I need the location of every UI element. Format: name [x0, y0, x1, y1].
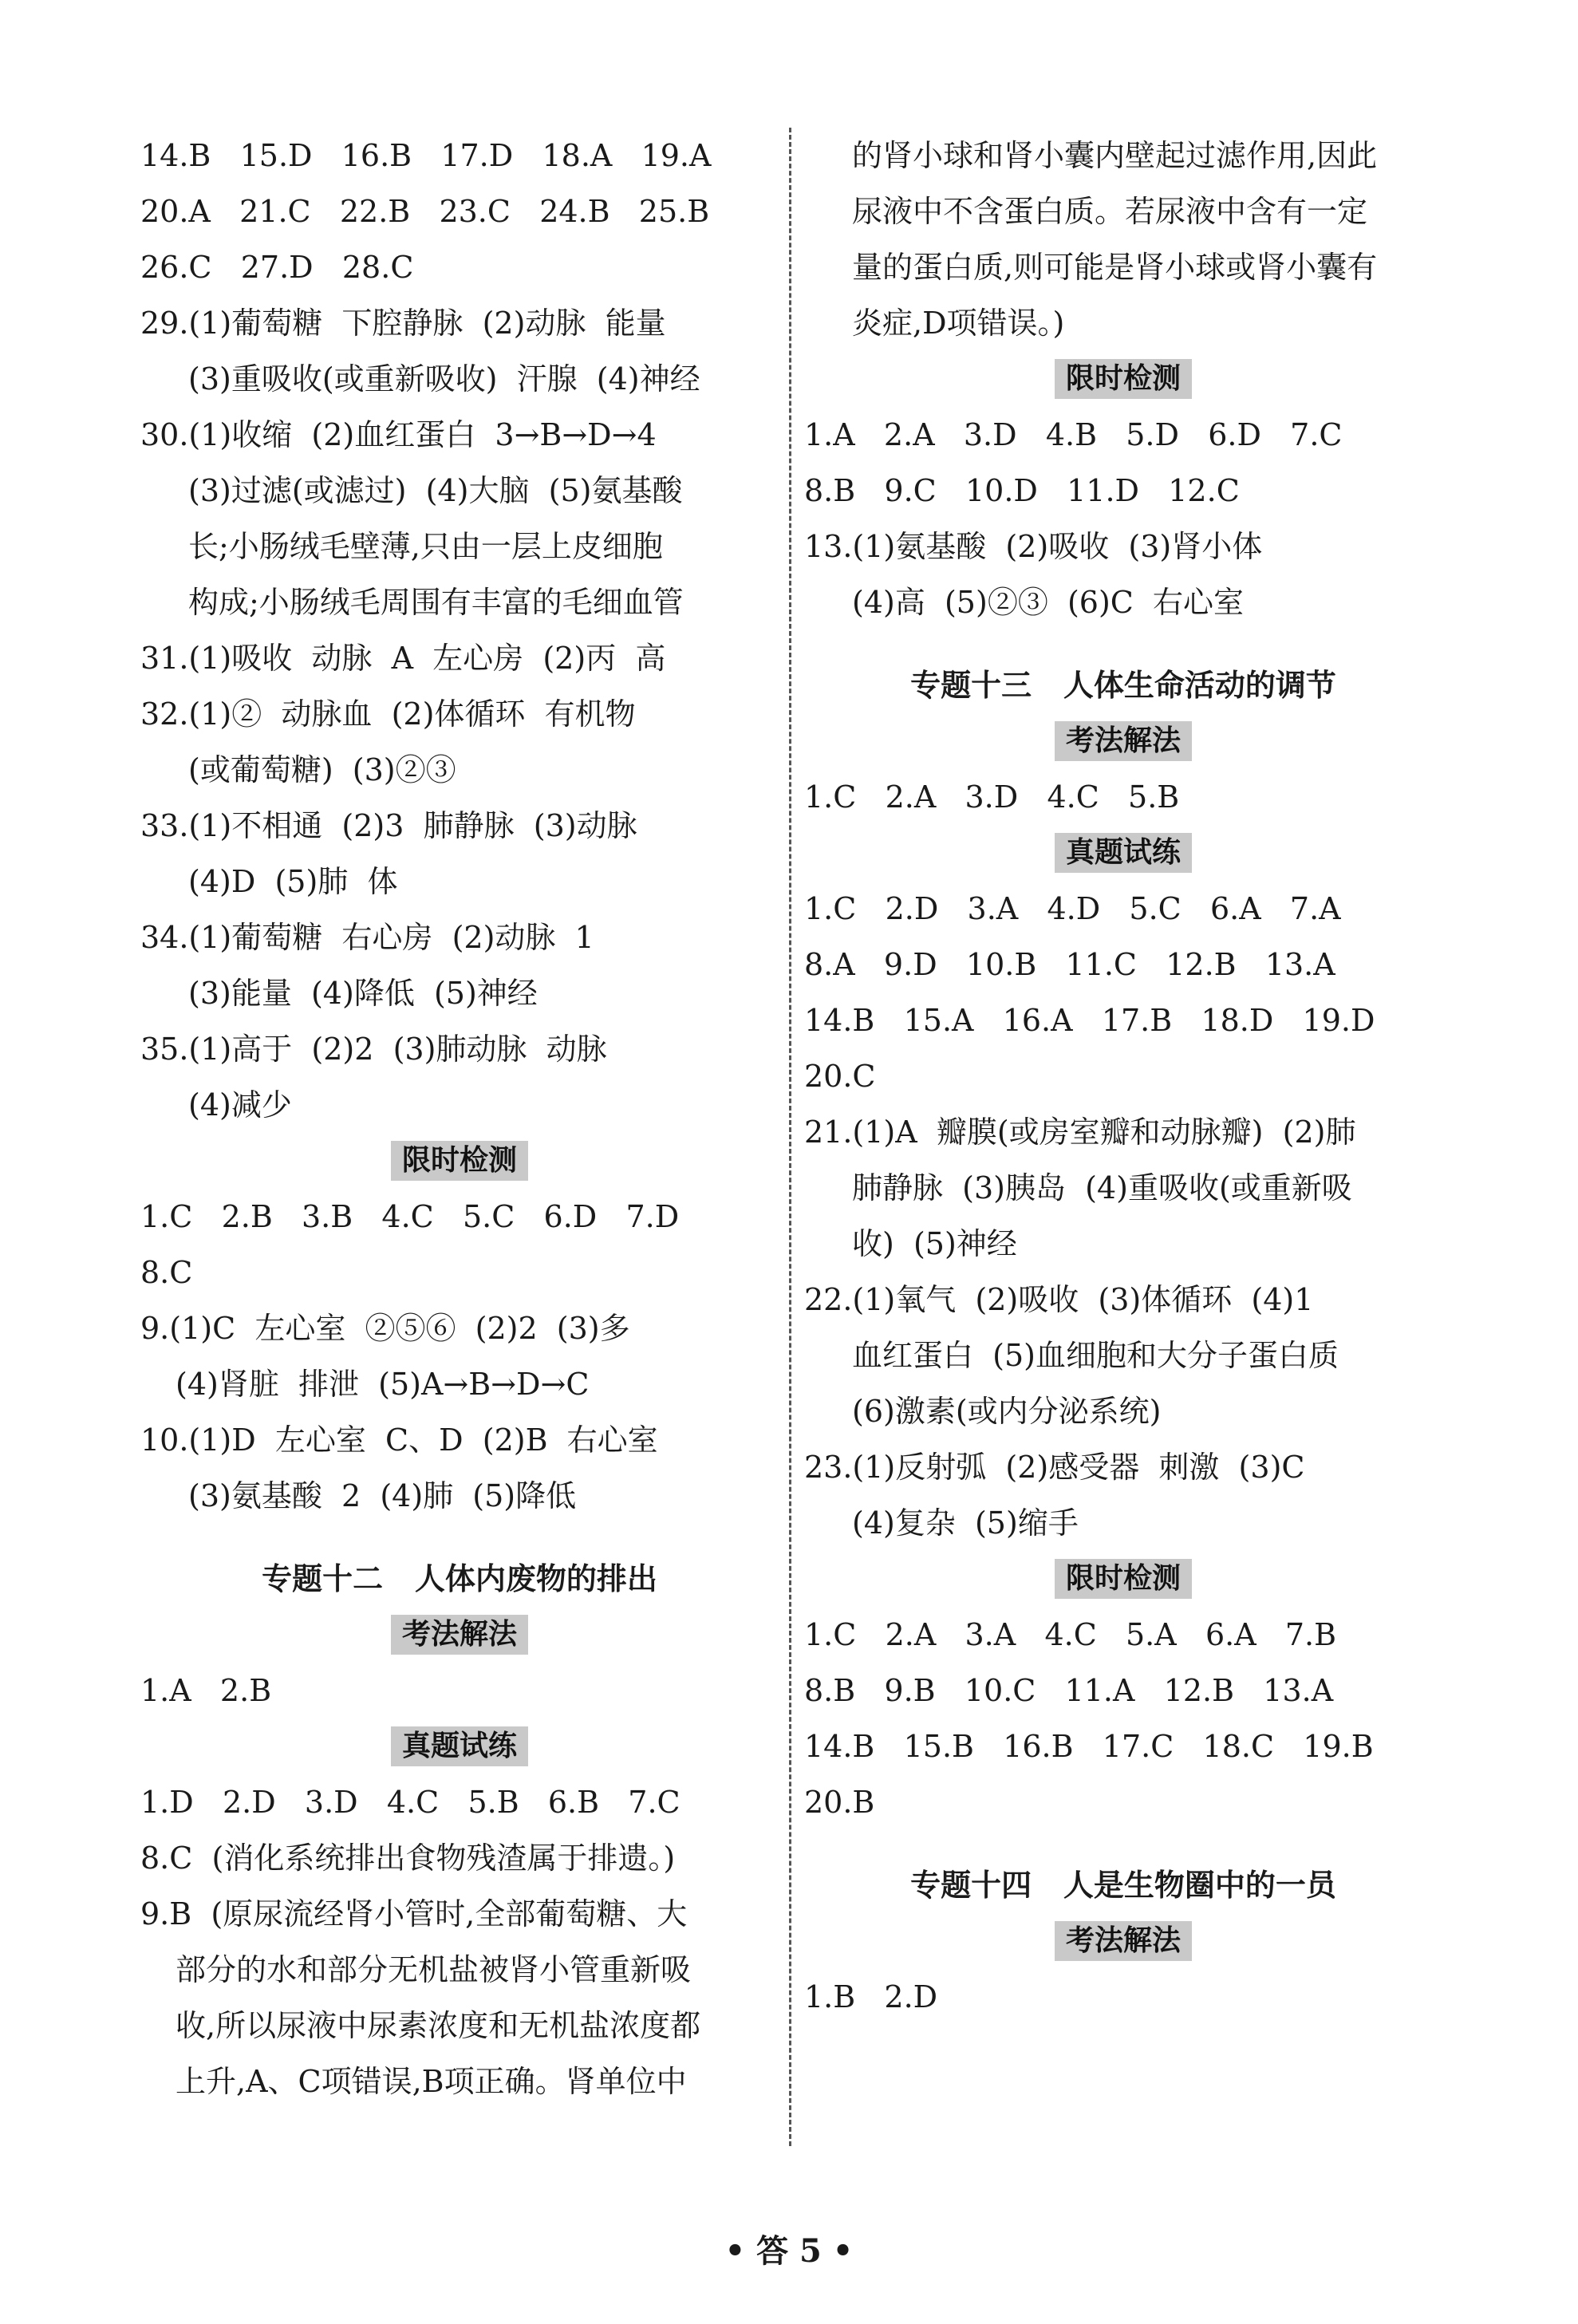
- answer-line: 1.C 2.A 3.D 4.C 5.B: [804, 779, 1180, 815]
- answer-line: 23.(1)反射弧 (2)感受器 刺激 (3)C: [804, 1450, 1305, 1485]
- answer-line: (6)激素(或内分泌系统): [852, 1394, 1162, 1429]
- answer-line: (3)氨基酸 2 (4)肺 (5)降低: [188, 1478, 577, 1513]
- answer-line: 上升,A、C项错误,B项正确。肾单位中: [176, 2064, 687, 2099]
- answer-line: (4)复杂 (5)缩手: [852, 1505, 1079, 1541]
- answer-line: 35.(1)高于 (2)2 (3)肺动脉 动脉: [140, 1032, 607, 1067]
- answer-line: 9.B (原尿流经肾小管时,全部葡萄糖、大: [140, 1896, 688, 1931]
- section-tag-row: [804, 713, 1442, 769]
- answer-line: (4)高 (5)②③ (6)C 右心室: [852, 585, 1245, 620]
- answer-line: 肺静脉 (3)胰岛 (4)重吸收(或重新吸: [852, 1170, 1352, 1205]
- answer-line: 14.B 15.A 16.A 17.B 18.D 19.D: [804, 1003, 1375, 1038]
- answer-line: 1.C 2.A 3.A 4.C 5.A 6.A 7.B: [804, 1617, 1337, 1652]
- answer-line: 量的蛋白质,则可能是肾小球或肾小囊有: [852, 250, 1378, 285]
- answer-line: 20.A 21.C 22.B 23.C 24.B 25.B: [140, 194, 710, 229]
- answer-line: (或葡萄糖) (3)②③: [188, 752, 456, 787]
- section-tag-row: [140, 1607, 779, 1663]
- section-tag: 限时检测: [1055, 359, 1192, 399]
- answer-line: (3)能量 (4)降低 (5)神经: [188, 976, 538, 1011]
- answer-line: 31.(1)吸收 动脉 A 左心房 (2)丙 高: [140, 641, 666, 676]
- section-tag-row: [804, 1913, 1442, 1969]
- answer-line: (4)减少: [188, 1087, 292, 1123]
- answer-line: 8.B 9.C 10.D 11.D 12.C: [804, 473, 1240, 508]
- section-tag-row: [804, 1551, 1442, 1607]
- section-tag-row: [804, 825, 1442, 881]
- column-divider: [789, 128, 791, 2146]
- answer-line: 血红蛋白 (5)血细胞和大分子蛋白质: [852, 1338, 1339, 1373]
- section-tag: 真题试练: [391, 1726, 528, 1766]
- section-tag: 考法解法: [1055, 1921, 1192, 1961]
- answer-line: 10.(1)D 左心室 C、D (2)B 右心室: [140, 1422, 658, 1458]
- answer-line: 部分的水和部分无机盐被肾小管重新吸: [176, 1952, 692, 1987]
- left-column: [140, 128, 779, 2109]
- chapter-title: 专题十四 人是生物圈中的一员: [910, 1868, 1336, 1903]
- answer-line: 33.(1)不相通 (2)3 肺静脉 (3)动脉: [140, 808, 637, 843]
- answer-line: 20.B: [804, 1785, 875, 1820]
- section-tag: 限时检测: [391, 1141, 528, 1181]
- answer-line: 长;小肠绒毛壁薄,只由一层上皮细胞: [188, 529, 663, 564]
- answer-line: 1.A 2.A 3.D 4.B 5.D 6.D 7.C: [804, 417, 1343, 452]
- section-tag: 真题试练: [1055, 833, 1192, 873]
- answer-line: 34.(1)葡萄糖 右心房 (2)动脉 1: [140, 920, 594, 955]
- answer-line: 收,所以尿液中尿素浓度和无机盐浓度都: [176, 2008, 701, 2043]
- section-tag: 考法解法: [391, 1615, 528, 1655]
- section-tag-row: [804, 351, 1442, 407]
- section-tag-row: [140, 1133, 779, 1189]
- answer-line: (3)过滤(或滤过) (4)大脑 (5)氨基酸: [188, 473, 683, 508]
- answer-line: 14.B 15.D 16.B 17.D 18.A 19.A: [140, 138, 712, 173]
- answer-line: 1.D 2.D 3.D 4.C 5.B 6.B 7.C: [140, 1785, 681, 1820]
- answer-line: 14.B 15.B 16.B 17.C 18.C 19.B: [804, 1729, 1374, 1764]
- answer-line: 构成;小肠绒毛周围有丰富的毛细血管: [188, 585, 684, 620]
- answer-line: 尿液中不含蛋白质。若尿液中含有一定: [852, 194, 1368, 229]
- answer-line: 收) (5)神经: [852, 1226, 1017, 1261]
- answer-line: 1.B 2.D: [804, 1979, 938, 2014]
- answer-line: 1.C 2.D 3.A 4.D 5.C 6.A 7.A: [804, 891, 1341, 926]
- answer-line: 26.C 27.D 28.C: [140, 250, 414, 285]
- answer-line: 20.C: [804, 1059, 876, 1094]
- answer-line: 30.(1)收缩 (2)血红蛋白 3→B→D→4: [140, 417, 657, 452]
- answer-line: 炎症,D项错误。): [852, 306, 1065, 341]
- answer-line: (4)D (5)肺 体: [188, 864, 398, 899]
- answer-line: 9.(1)C 左心室 ②⑤⑥ (2)2 (3)多: [140, 1311, 630, 1346]
- answer-line: 1.A 2.B: [140, 1673, 272, 1708]
- answer-line: 21.(1)A 瓣膜(或房室瓣和动脉瓣) (2)肺: [804, 1115, 1356, 1150]
- chapter-title: 专题十二 人体内废物的排出: [262, 1561, 657, 1596]
- answer-line: 8.A 9.D 10.B 11.C 12.B 13.A: [804, 947, 1335, 982]
- answer-line: 29.(1)葡萄糖 下腔静脉 (2)动脉 能量: [140, 306, 666, 341]
- answer-line: 8.C: [140, 1255, 193, 1290]
- right-column: [804, 128, 1442, 2025]
- answer-line: 22.(1)氧气 (2)吸收 (3)体循环 (4)1: [804, 1282, 1314, 1317]
- chapter-title: 专题十三 人体生命活动的调节: [910, 668, 1336, 703]
- section-tag: 限时检测: [1055, 1559, 1192, 1599]
- answer-line: (3)重吸收(或重新吸收) 汗腺 (4)神经: [188, 361, 700, 397]
- answer-line: 13.(1)氨基酸 (2)吸收 (3)肾小体: [804, 529, 1263, 564]
- answer-line: 32.(1)② 动脉血 (2)体循环 有机物: [140, 696, 636, 732]
- answer-line: 8.C (消化系统排出食物残渣属于排遗。): [140, 1841, 676, 1876]
- answer-line: (4)肾脏 排泄 (5)A→B→D→C: [176, 1367, 590, 1402]
- answer-line: 1.C 2.B 3.B 4.C 5.C 6.D 7.D: [140, 1199, 680, 1234]
- answer-line: 的肾小球和肾小囊内壁起过滤作用,因此: [852, 138, 1378, 173]
- answer-line: 8.B 9.B 10.C 11.A 12.B 13.A: [804, 1673, 1334, 1708]
- section-tag: 考法解法: [1055, 721, 1192, 761]
- section-tag-row: [140, 1718, 779, 1774]
- page-number: • 答 5 •: [724, 2232, 854, 2270]
